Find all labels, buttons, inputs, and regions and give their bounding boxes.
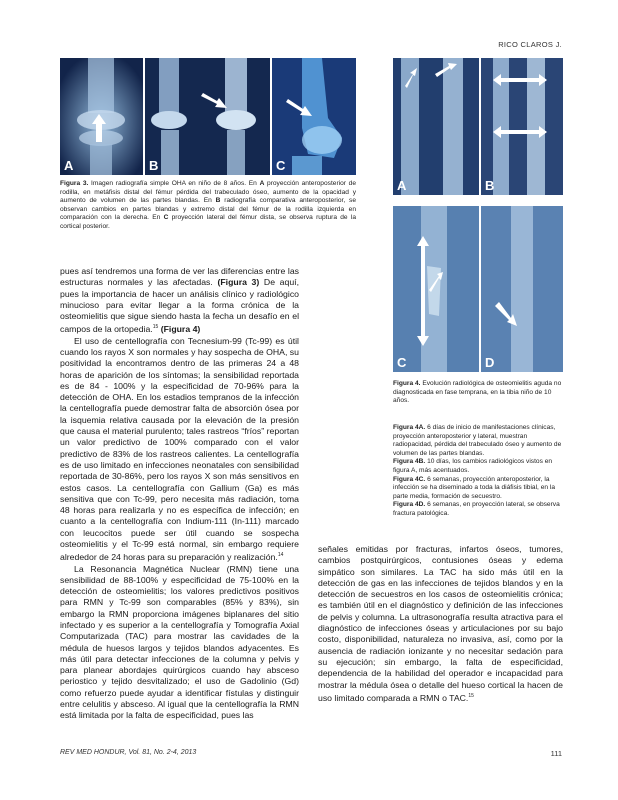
figure3-caption: Figura 3. Imagen radiografía simple OHA en niño de 8 años. En A proyección anteroposterior de rodilla, en metáfisis distal del fémur pérdida del trabeculado óseo, aumento de la opacidad y aumento de volumen de las partes blandas. En B radiografía comparativa anteroposterior, se observan cambios en partes blandas y extremo distal del fémur de la rodilla izquierda en comparación con la derecha. En C proyección lateral del fémur dista, se observa ruptura de la cortical posterior. — [60, 180, 356, 230]
panel-label-b: B — [149, 158, 159, 173]
panel-label-4b: B — [485, 178, 495, 193]
paragraph-1: pues así tendremos una forma de ver las diferencias entre las estructuras normales y las afectadas. (Figura 3) De aquí, pues la importancia de hacer un análisis clínico y radiológico minucioso para evitar llegar a la forma crónica de la osteomielitis que sigue siendo hasta la fecha un desafío en el campos de la ortopedia.$^{15}$ (Figura 4) — [60, 266, 299, 335]
figure4a-caption: Figura 4A. 6 días de inicio de manifestaciones clínicas, proyección anteroposterior y lateral, muestran radiopacidad, pérdida del trabeculado óseo y aumento de volumen de las partes blandas. — [393, 424, 562, 457]
figure4-panel-b — [481, 58, 563, 195]
panel-label-a: A — [64, 158, 74, 173]
figure4-panel-a — [393, 58, 479, 195]
figure4c-caption: Figura 4C. 6 semanas, proyección anteroposterior, la infección se ha diseminado a toda la diáfisis tibial, en la parte media, formación de secuestro. — [393, 475, 556, 500]
xray-tibia-6-weeks-ap-image — [393, 206, 479, 372]
figure3-panel-c — [272, 58, 356, 175]
figure-ref-4: (Figura 4) — [158, 324, 201, 335]
figure4-panel-d — [481, 206, 563, 372]
paragraph-3: La Resonancia Magnética Nuclear (RMN) tiene una sensibilidad de 88-100% y especificidad de 75-100% en la detección de osteomielitis; los valores predictivos positivos para RMN y Tc-99 son comparables (85% y 83%), sin embargo la RMN proporciona imágenes biplanares del sitio infectado y es superior a la centellografía y Tomografía Axial Computarizada (TAC) para mostrar las cavidades de la médula de huesos largos y tejidos blandos adyacentes. Es más útil para detectar infecciones de la columna y pelvis y para planear abordajes quirúrgicos cuando hay absceso periostico y tejido desvitalizado; el uso de Gadolinio (Gd) como refuerzo puede ayudar a identificar fístulas y distinguir entre celulitis y absceso. Al igual que la centellografía la RMN está limitada por la falta de especificidad, pues las — [60, 563, 299, 721]
figure4-panel-c — [393, 206, 479, 372]
xray-tibia-10-days-image — [481, 58, 563, 195]
figure3-caption-lead: Figura 3. — [60, 180, 89, 187]
left-column — [60, 266, 299, 722]
figure4-caption-lead: Figura 4. — [393, 380, 421, 387]
xray-tibia-6-weeks-lateral-image — [481, 206, 563, 372]
xray-tibia-6-days-image — [393, 58, 479, 195]
figure-ref-3: (Figura 3) — [217, 277, 260, 288]
paragraph-2: El uso de centellografía con Tecnesium-99 (Tc-99) es útil cuando los rayos X son normales y hay sospecha de OHA, su positividad la encontramos dentro de las primeras 24 a 48 horas de aparición de los síntomas; la sensibilidad reportada es de 84 - 100% y la especificidad de 70-96% para la detección de OHA. En los estadios tempranos de la infección la centellografía puede demostrar falta de absorción ósea por la isquemia relativa causada por la elevación de la presión que causa el material purulento; tales rastreos “fríos” reportan un valor predictivo de 100% comparado con el valor predictivo de 83% de los rastreos calientes. La centellografía es de uso limitado en infecciones neonatales con sensibilidad reportada de 30-86%, pero los rayos X son más sensitivos en estos casos. La centellografía con Gallium (Ga) es más sensitiva que con Tc-99, pero necesita más radiación, toma 48 horas para realizarla y no es específica de infección; en cuanto a la centellografía con Indium-111 (In-111) marcado con leucocitos puede ser útil cuando se sospecha osteomielitis y el Tc-99 está normal, sin embargo requiere alrededor de 24 horas para su preparación y realización.$^{14}$ — [60, 335, 299, 563]
figure4-caption: Figura 4. Evolución radiológica de osteomielitis aguda no diagnosticada en fase temprana, en la tibia niño de 10 años. — [393, 380, 562, 405]
panel-label-4c: C — [397, 355, 407, 370]
running-header: RICO CLAROS J. — [498, 40, 562, 49]
page-number: 111 — [550, 749, 562, 758]
figure3-panel-b — [145, 58, 270, 175]
figure4b-caption: Figura 4B. 10 días, los cambios radiológicos vistos en figura A, más acentuados. — [393, 458, 553, 474]
figure3-panel-a — [60, 58, 143, 175]
panel-label-4d: D — [485, 355, 495, 370]
panel-label-4a: A — [397, 178, 407, 193]
panel-label-c: C — [276, 158, 286, 173]
right-column — [318, 544, 563, 704]
journal-footer: REV MED HONDUR, Vol. 81, No. 2-4, 2013 — [60, 749, 197, 756]
xray-knees-comparative-image — [145, 58, 270, 175]
figure4d-caption: Figura 4D. 6 semanas, en proyección lateral, se observa fractura patológica. — [393, 501, 560, 517]
paragraph-4: señales emitidas por fracturas, infartos óseos, tumores, cambios postquirúrgicos, contusiones óseas y edema simpático son similares. La TAC ha sido más útil en la detección de gas en las infecciones de tejidos blandos y en la detección de secuestros en los casos de osteomielitis crónica; es también útil en el diagnóstico y definición de las infecciones de pelvis y columna. La ultrasonografía resulta atractiva para el diagnóstico de infecciones óseas y articulaciones por su bajo costo, disponibilidad, naturaleza no invasiva, así, como por la ausencia de radiación ionizante y no necesitar sedación para su ejecución; sin embargo, la falta de especificidad, dependencia de la habilidad del operador e incapacidad para mostrar la médula ósea o detalle del hueso cortical la hacen de uso limitado comparada a RMN o TAC.$^{15}$ — [318, 544, 563, 703]
figure4-subcaptions — [393, 424, 563, 519]
